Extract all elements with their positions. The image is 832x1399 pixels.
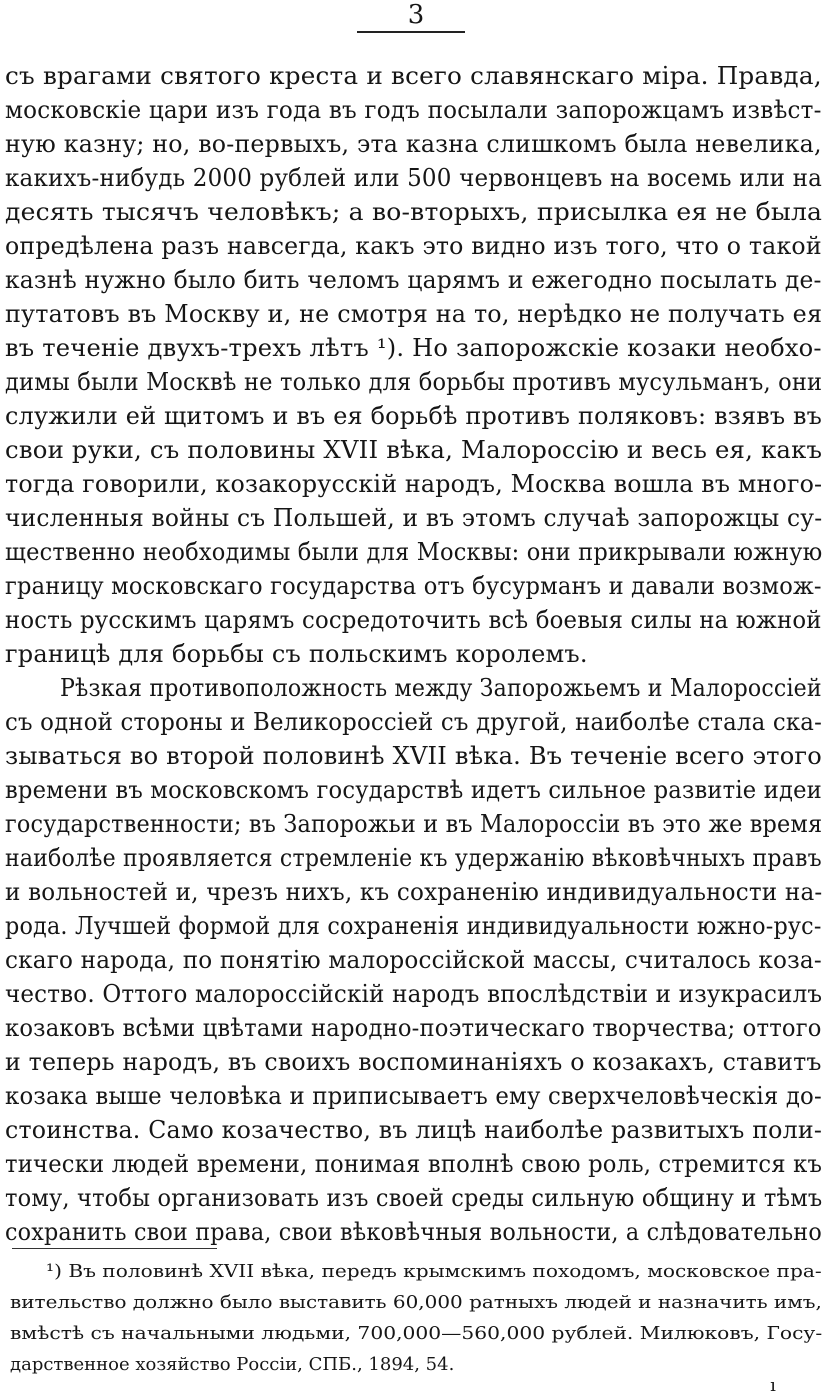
text-line: и вольностей и, чрезъ нихъ, къ сохраненію индивидуальности на- xyxy=(5,878,823,906)
footnote-rule xyxy=(12,1248,217,1249)
text-line: служили ей щитомъ и въ ея борьбѣ противъ поляковъ: взявъ въ xyxy=(5,402,823,430)
text-line: времени въ московскомъ государствѣ идетъ сильное развитіе идеи xyxy=(5,776,822,804)
text-line: тому, чтобы организовать изъ своей среды сильную общину и тѣмъ xyxy=(5,1184,823,1212)
text-line: тически людей времени, понимая вполнѣ свою роль, стремится къ xyxy=(5,1150,823,1178)
text-line: какихъ-нибудь 2000 рублей или 500 червонцевъ на восемь или на xyxy=(5,164,822,192)
text-line: Рѣзкая противоположность между Запорожьемъ и Малороссіей xyxy=(60,674,822,702)
footnote-line: вительство должно было выставить 60,000 ратныхъ людей и назначить имъ, xyxy=(10,1292,822,1313)
text-line: въ теченіе двухъ-трехъ лѣтъ ¹). Но запорожскіе козаки необхо- xyxy=(5,334,822,362)
text-line: десять тысячъ человѣкъ; а во-вторыхъ, присылка ея не была xyxy=(5,198,823,226)
text-line: съ одной стороны и Великороссіей съ другой, наиболѣе стала ска- xyxy=(5,708,822,736)
text-line: московскіе цари изъ года въ годъ посылали запорожцамъ извѣст- xyxy=(5,96,822,124)
text-line: границѣ для борьбы съ польскимъ королемъ. xyxy=(5,640,588,668)
text-line: зываться во второй половинѣ XVII вѣка. Въ теченіе всего этого xyxy=(5,742,822,770)
text-line: чество. Оттого малороссійскій народъ впослѣдствіи и изукрасилъ xyxy=(5,980,823,1008)
text-line: границу московскаго государства отъ бусурманъ и давали возмож- xyxy=(5,572,822,600)
text-line: и теперь народъ, въ своихъ воспоминаніяхъ о козакахъ, ставитъ xyxy=(5,1048,822,1076)
text-line: скаго народа, по понятію малороссійской массы, считалось коза- xyxy=(5,946,822,974)
text-line: козаковъ всѣми цвѣтами народно-поэтическаго творчества; оттого xyxy=(5,1014,822,1042)
text-line: численныя войны съ Польшей, и въ этомъ случаѣ запорожцы су- xyxy=(5,504,823,532)
page-mark: ı xyxy=(770,1375,776,1396)
text-line: тогда говорили, козакорусскій народъ, Москва вошла въ много- xyxy=(5,470,823,498)
text-line: димы были Москвѣ не только для борьбы противъ мусульманъ, они xyxy=(5,368,823,396)
text-line: ную казну; но, во-первыхъ, эта казна слишкомъ была невелика, xyxy=(5,130,822,158)
footnote-line: ¹) Въ половинѣ XVII вѣка, передъ крымскимъ походомъ, московское пра- xyxy=(46,1261,822,1282)
page-number: 3 xyxy=(407,0,425,30)
text-line: козака выше человѣка и приписываетъ ему сверхчеловѣческія до- xyxy=(5,1082,822,1110)
text-line: наиболѣе проявляется стремленіе къ удержанію вѣковѣчныхъ правъ xyxy=(5,844,822,872)
text-line: опредѣлена разъ навсегда, какъ это видно изъ того, что о такой xyxy=(5,232,822,260)
text-line: казнѣ нужно было бить челомъ царямъ и ежегодно посылать де- xyxy=(5,266,822,294)
text-line: ность русскимъ царямъ сосредоточить всѣ боевыя силы на южной xyxy=(5,606,822,634)
text-line: свои руки, съ половины XVII вѣка, Малороссію и весь ея, какъ xyxy=(5,436,823,464)
text-line: рода. Лучшей формой для сохраненія индивидуальности южно-рус- xyxy=(5,912,822,940)
header-rule xyxy=(357,31,465,33)
footnote-line: вмѣстѣ съ начальными людьми, 700,000—560,000 рублей. Милюковъ, Госу- xyxy=(10,1323,823,1344)
text-line: государственности; въ Запорожьи и въ Малороссіи въ это же время xyxy=(5,810,823,838)
text-line: щественно необходимы были для Москвы: они прикрывали южную xyxy=(5,538,823,566)
text-line: путатовъ въ Москву и, не смотря на то, нерѣдко не получать ея xyxy=(5,300,823,328)
footnote-line: дарственное хозяйство Россіи, СПБ., 1894, 54. xyxy=(10,1354,455,1375)
text-line: съ врагами святого креста и всего славянскаго міра. Правда, xyxy=(5,62,822,90)
text-line: сохранить свои права, свои вѣковѣчныя вольности, а слѣдовательно xyxy=(5,1218,822,1246)
text-line: стоинства. Само козачество, въ лицѣ наиболѣе развитыхъ поли- xyxy=(5,1116,823,1144)
